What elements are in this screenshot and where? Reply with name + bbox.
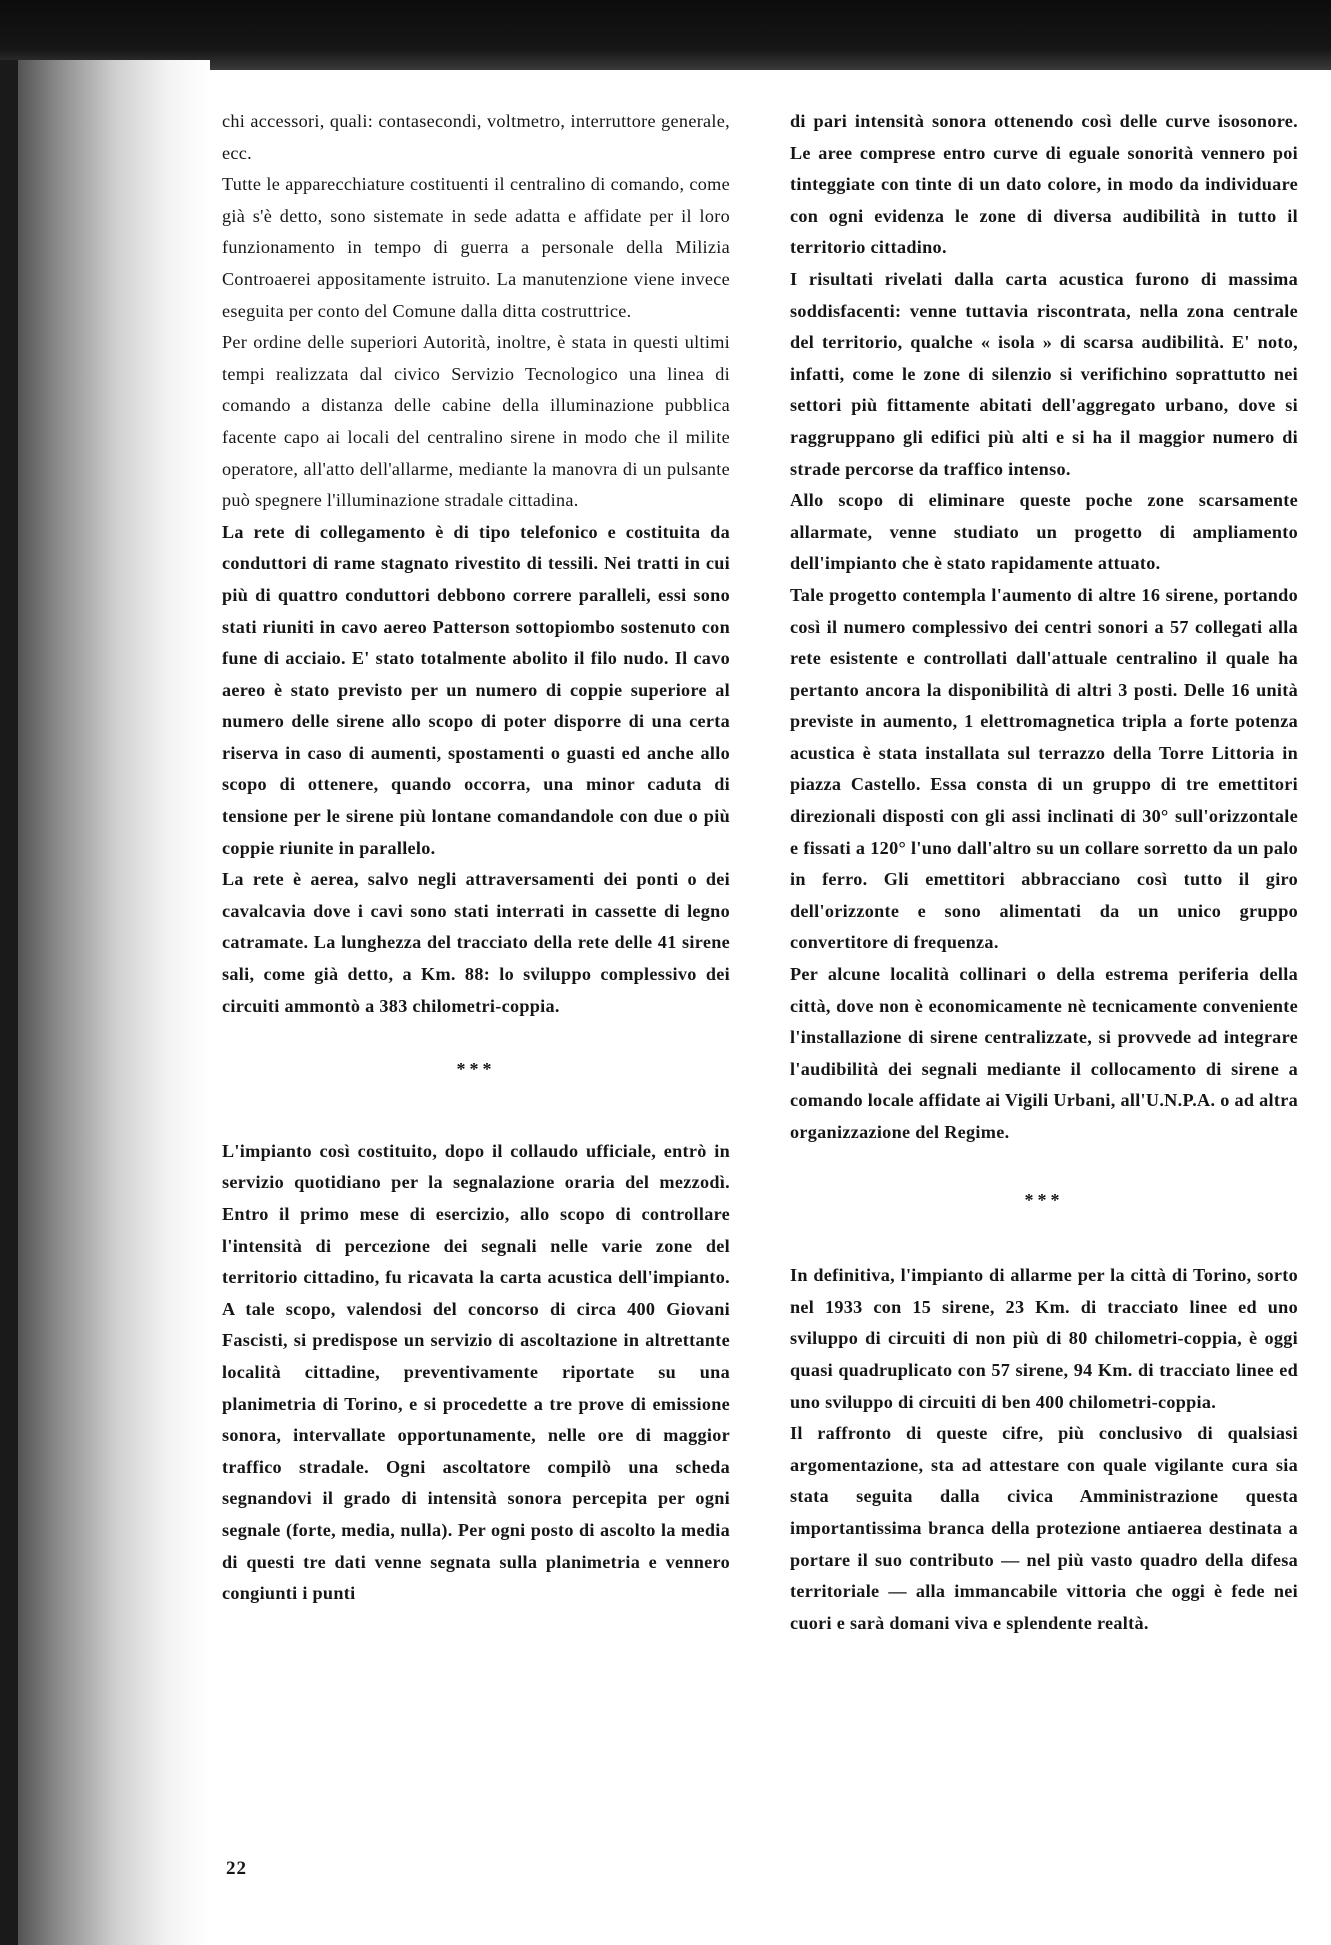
paragraph: La rete di collegamento è di tipo telefonico e costituita da conduttori di rame stagnato rivestito di tessili. Nei tratti in cui più di quattro conduttori debbono correre paralleli, essi sono stati riuniti in cavo aereo Patterson sottopiombo sostenuto con fune di acciaio. E' stato totalmente abolito il filo nudo. Il cavo aereo è stato previsto per un numero di coppie superiore al numero delle sirene allo scopo di poter disporre di una certa riserva in caso di aumenti, spostamenti o guasti ed anche allo scopo di ottenere, quando occorra, una minor caduta di tensione per le sirene più lontane comandandole con due o più coppie riunite in parallelo.: [222, 521, 730, 858]
section-separator: ***: [456, 1059, 496, 1080]
paragraph: di pari intensità sonora ottenendo così delle curve isosonore. Le aree comprese entro curve di eguale sonorità vennero poi tinteggiate con tinte di un dato colore, in modo da individuare con ogni evidenza le zone di diversa audibilità in tutto il territorio cittadino.: [790, 111, 1298, 258]
paragraph: Per alcune località collinari o della estrema periferia della città, dove non è economicamente nè tecnicamente conveniente l'installazione di sirene centralizzate, si provvede ad integrare l'audibilità dei segnali mediante il collocamento di sirene a comando locale affidate ai Vigili Urbani, all'U.N.P.A. o ad altra organizzazione del Regime.: [790, 964, 1298, 1142]
paragraph: Tale progetto contempla l'aumento di altre 16 sirene, portando così il numero complessivo dei centri sonori a 57 collegati alla rete esistente e controllati dall'attuale centralino il quale ha pertanto ancora la disponibilità di altri 3 posti. Delle 16 unità previste in aumento, 1 elettromagnetica tripla a forte potenza acustica è stata installata sul terrazzo della Torre Littoria in piazza Castello. Essa consta di un gruppo di tre emettitori direzionali disposti con gli assi inclinati di 30° sull'orizzontale e fissati a 120° l'uno dall'altro su un collare sorretto da un palo in ferro. Gli emettitori abbracciano così tutto il giro dell'orizzonte e sono alimentati da un unico gruppo convertitore di frequenza.: [790, 584, 1298, 953]
paragraph: Il raffronto di queste cifre, più conclusivo di qualsiasi argomentazione, sta ad attestare con quale vigilante cura sia stata seguita dalla civica Amministrazione questa importantissima branca della protezione antiaerea destinata a portare il suo contributo — nel più vasto quadro della difesa territoriale — alla immancabile vittoria che oggi è fede nei cuori e sarà domani viva e splendente realtà.: [790, 1423, 1298, 1633]
paragraph: La rete è aerea, salvo negli attraversamenti dei ponti o dei cavalcavia dove i cavi sono stati interrati in cassette di legno catramate. La lunghezza del tracciato della rete delle 41 sirene sali, come già detto, a Km. 88: lo sviluppo complessivo dei circuiti ammontò a 383 chilometri-coppia.: [222, 869, 730, 1016]
section-separator: ***: [1024, 1189, 1064, 1210]
left-column: [222, 106, 730, 1610]
paragraph: Tutte le apparecchiature costituenti il centralino di comando, come già s'è detto, sono sistemate in sede adatta e affidate per il loro funzionamento in tempo di guerra a personale della Milizia Controaerei appositamente istruito. La manutenzione viene invece eseguita per conto del Comune dalla ditta costruttrice.: [222, 174, 730, 321]
paragraph: I risultati rivelati dalla carta acustica furono di massima soddisfacenti: venne tuttavia riscontrata, nella zona centrale del territorio, qualche « isola » di scarsa audibilità. E' noto, infatti, come le zone di silenzio si verifichino soprattutto nei settori più fittamente abitati dell'aggregato urbano, dove si raggruppano gli edifici più alti e si ha il maggior numero di strade percorse da traffico intenso.: [790, 268, 1298, 479]
page-number: 22: [226, 1858, 247, 1879]
paragraph: In definitiva, l'impianto di allarme per la città di Torino, sorto nel 1933 con 15 sirene, 23 Km. di tracciato linee ed uno sviluppo di circuiti di non più di 80 chilometri-coppia, è oggi quasi quadruplicato con 57 sirene, 94 Km. di tracciato linee ed uno sviluppo di circuiti di ben 400 chilometri-coppia.: [790, 1265, 1298, 1412]
page-edge: [0, 60, 18, 1945]
paragraph: Allo scopo di eliminare queste poche zone scarsamente allarmate, venne studiato un progetto di ampliamento dell'impianto che è stato rapidamente attuato.: [790, 490, 1298, 574]
paragraph: Per ordine delle superiori Autorità, inoltre, è stata in questi ultimi tempi realizzata dal civico Servizio Tecnologico una linea di comando a distanza delle cabine della illuminazione pubblica facente capo ai locali del centralino sirene in modo che il milite operatore, all'atto dell'allarme, mediante la manovra di un pulsante può spegnere l'illuminazione stradale cittadina.: [222, 332, 730, 511]
paragraph: L'impianto così costituito, dopo il collaudo ufficiale, entrò in servizio quotidiano per la segnalazione oraria del mezzodì. Entro il primo mese di esercizio, allo scopo di controllare l'intensità di percezione dei segnali nelle varie zone del territorio cittadino, fu ricavata la carta acustica dell'impianto. A tale scopo, valendosi del concorso di circa 400 Giovani Fascisti, si predispose un servizio di ascoltazione in altrettante località cittadine, preventivamente riportate su una planimetria di Torino, e si procedette a tre prove di emissione sonora, intervallate opportunamente, nelle ore di maggior traffico stradale. Ogni ascoltatore compilò una scheda segnandovi il grado di intensità sonora percepita per ogni segnale (forte, media, nulla). Per ogni posto di ascolto la media di questi tre dati venne segnata sulla planimetria e vennero congiunti i punti: [222, 1140, 730, 1604]
binding-shadow: [0, 60, 210, 1945]
paragraph: chi accessori, quali: contasecondi, voltmetro, interruttore generale, ecc.: [222, 111, 730, 163]
right-column: [790, 106, 1298, 1639]
